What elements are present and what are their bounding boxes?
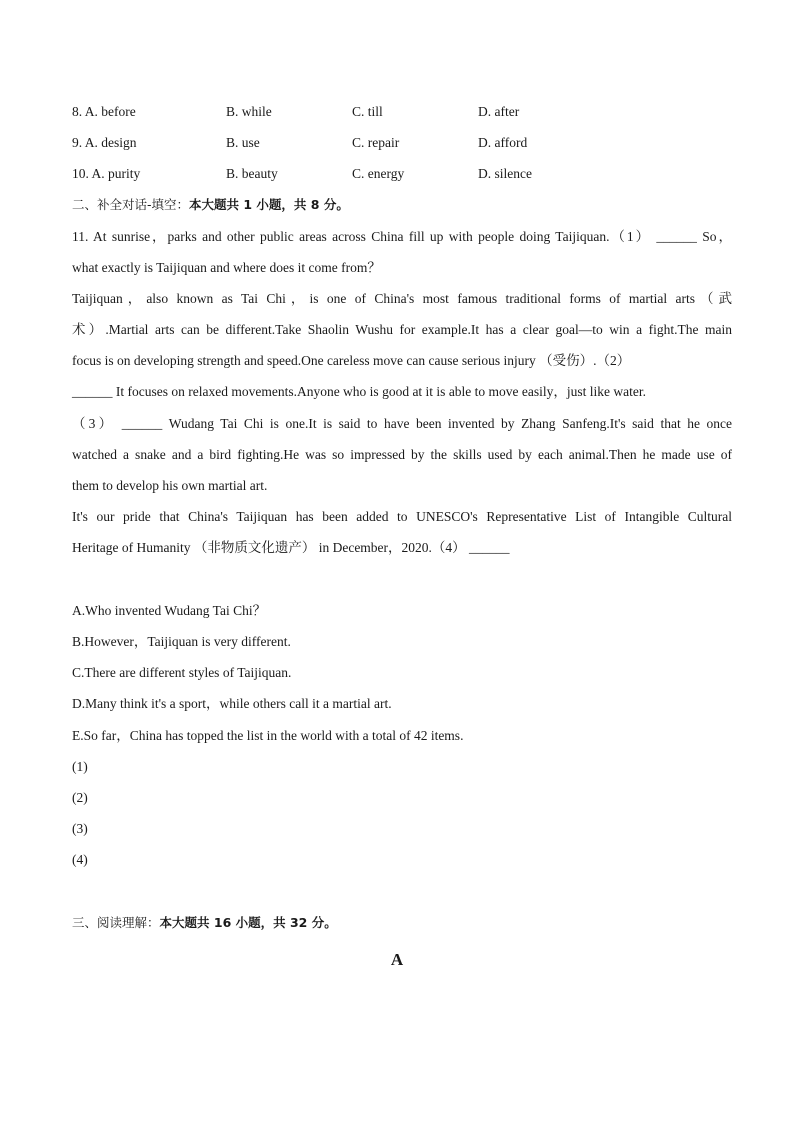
- question-10-options: [72, 164, 732, 184]
- option-d: D. afford: [478, 135, 528, 150]
- answer-4: (4): [72, 852, 88, 867]
- passage-line: 术）.Martial arts can be different.Take Shaolin Wushu for example.It has a clear goal—to win a fight.The main: [72, 322, 732, 337]
- section-3-score: 本大题共 16 小题，共 32 分。: [159, 915, 337, 930]
- option-c: C. repair: [352, 135, 400, 150]
- choice-e: E.So far，China has topped the list in the world with a total of 42 items.: [72, 728, 464, 743]
- option-b: B. beauty: [226, 166, 278, 181]
- question-9-options: [72, 133, 732, 153]
- passage-line: them to develop his own martial art.: [72, 478, 268, 493]
- option-c: C. till: [352, 104, 383, 119]
- choice-c: C.There are different styles of Taijiquan.: [72, 665, 292, 680]
- option-a: 9. A. design: [72, 135, 137, 150]
- choice-b: B.However，Taijiquan is very different.: [72, 634, 291, 649]
- passage-line: Taijiquan，also known as Tai Chi，is one of China's most famous traditional forms of martial arts（武: [72, 291, 732, 306]
- option-d: D. after: [478, 104, 520, 119]
- option-d: D. silence: [478, 166, 532, 181]
- choice-a: A.Who invented Wudang Tai Chi？: [72, 603, 267, 618]
- section-3-prefix: 三、阅读理解：: [72, 915, 160, 930]
- section-3-heading: [72, 913, 337, 933]
- option-b: B. while: [226, 104, 272, 119]
- passage-line: 11. At sunrise，parks and other public areas across China fill up with people doing Taijiquan.（1） ______ So，: [72, 229, 732, 244]
- option-c: C. energy: [352, 166, 405, 181]
- section-2-heading: [72, 195, 349, 215]
- passage-line: It's our pride that China's Taijiquan has been added to UNESCO's Representative List of Intangible Cultural: [72, 509, 732, 524]
- passage-line: （3） ______ Wudang Tai Chi is one.It is said to have been invented by Zhang Sanfeng.It's said that he once: [72, 416, 732, 431]
- passage-a-title: A: [390, 950, 404, 969]
- option-b: B. use: [226, 135, 260, 150]
- option-a: 10. A. purity: [72, 166, 141, 181]
- passage-line: what exactly is Taijiquan and where does it come from？: [72, 260, 381, 275]
- passage-line: focus is on developing strength and speed.One careless move can cause serious injury （受伤）.（2）: [72, 353, 631, 368]
- passage-line: Heritage of Humanity （非物质文化遗产） in December，2020.（4） ______: [72, 540, 510, 555]
- choice-d: D.Many think it's a sport，while others call it a martial art.: [72, 696, 392, 711]
- option-a: 8. A. before: [72, 104, 136, 119]
- question-8-options: [72, 102, 732, 122]
- section-2-score: 本大题共 1 小题，共 8 分。: [189, 197, 349, 212]
- section-2-prefix: 二、补全对话-填空：: [72, 197, 190, 212]
- answer-2: (2): [72, 790, 88, 805]
- answer-3: (3): [72, 821, 88, 836]
- answer-1: (1): [72, 759, 88, 774]
- passage-line: watched a snake and a bird fighting.He was so impressed by the skills used by each animal.Then he made use of: [72, 447, 732, 462]
- passage-line: ______ It focuses on relaxed movements.Anyone who is good at it is able to move easily，just like water.: [72, 384, 647, 399]
